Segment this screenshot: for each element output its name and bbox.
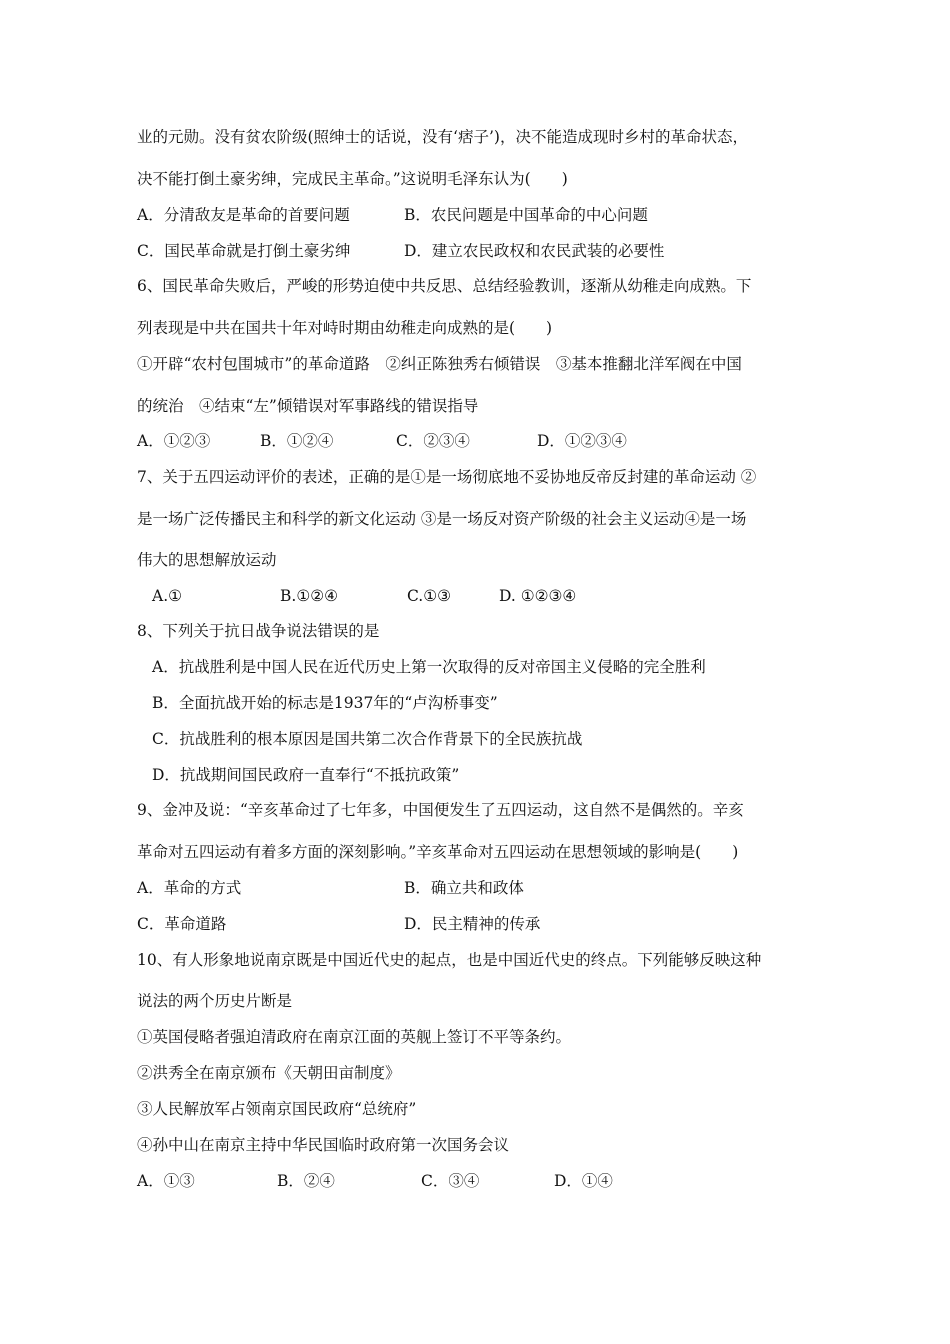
q7-option-a: A.① (152, 587, 183, 605)
q10-option-b: B．②④ (277, 1172, 335, 1190)
q7-stem-line-1: 7、关于五四运动评价的表述，正确的是①是一场彻底地不妥协地反帝反封建的革命运动 ② (137, 468, 757, 486)
q7-option-b: B.①②④ (280, 587, 339, 605)
q6-option-d: D．①②③④ (537, 432, 627, 450)
q10-stem-line-2: 说法的两个历史片断是 (137, 992, 293, 1010)
q10-item-4: ④孙中山在南京主持中华民国临时政府第一次国务会议 (137, 1136, 510, 1154)
q6-stem-line-4: 的统治 ④结束“左”倾错误对军事路线的错误指导 (137, 397, 479, 415)
q7-option-c: C.①③ (407, 587, 452, 605)
q10-stem-line-1: 10、有人形象地说南京既是中国近代史的起点，也是中国近代史的终点。下列能够反映这种 (137, 951, 762, 969)
q8-option-b: B．全面抗战开始的标志是1937年的“卢沟桥事变” (152, 694, 498, 712)
q5-option-a: A．分清敌友是革命的首要问题 (137, 206, 350, 224)
q5-option-b: B．农民问题是中国革命的中心问题 (404, 206, 648, 224)
q7-stem-line-2: 是一场广泛传播民主和科学的新文化运动 ③是一场反对资产阶级的社会主义运动④是一场 (137, 510, 747, 528)
q8-option-a: A．抗战胜利是中国人民在近代历史上第一次取得的反对帝国主义侵略的完全胜利 (152, 658, 706, 676)
q5-option-d: D．建立农民政权和农民武装的必要性 (404, 242, 665, 260)
q7-option-d: D. ①②③④ (499, 587, 577, 605)
q5-stem-line-1: 业的元勋。没有贫农阶级(照绅士的话说，没有‘痞子’)，决不能造成现时乡村的革命状态， (137, 128, 748, 146)
q7-stem-line-3: 伟大的思想解放运动 (137, 551, 277, 569)
q6-option-c: C．②③④ (396, 432, 470, 450)
q5-option-c: C．国民革命就是打倒土豪劣绅 (137, 242, 351, 260)
q6-stem-line-1: 6、国民革命失败后，严峻的形势迫使中共反思、总结经验教训，逐渐从幼稚走向成熟。下 (137, 277, 752, 295)
q10-item-1: ①英国侵略者强迫清政府在南京江面的英舰上签订不平等条约。 (137, 1028, 572, 1046)
q8-stem: 8、下列关于抗日战争说法错误的是 (137, 622, 380, 640)
q10-item-2: ②洪秀全在南京颁布《天朝田亩制度》 (137, 1064, 401, 1082)
q10-option-c: C．③④ (421, 1172, 480, 1190)
q9-option-c: C．革命道路 (137, 915, 227, 933)
q10-item-3: ③人民解放军占领南京国民政府“总统府” (137, 1100, 417, 1118)
q10-option-a: A．①③ (137, 1172, 195, 1190)
q9-stem-line-1: 9、金冲及说：“辛亥革命过了七年多，中国便发生了五四运动，这自然不是偶然的。辛亥 (137, 801, 744, 819)
q6-stem-line-2: 列表现是中共在国共十年对峙时期由幼稚走向成熟的是( ) (137, 319, 553, 337)
q8-option-d: D．抗战期间国民政府一直奉行“不抵抗政策” (152, 766, 460, 784)
q6-stem-line-3: ①开辟“农村包围城市”的革命道路 ②纠正陈独秀右倾错误 ③基本推翻北洋军阀在中国 (137, 355, 742, 373)
q9-option-b: B．确立共和政体 (404, 879, 524, 897)
q6-option-b: B．①②④ (260, 432, 334, 450)
q10-option-d: D．①④ (554, 1172, 613, 1190)
q5-stem-line-2: 决不能打倒土豪劣绅，完成民主革命。”这说明毛泽东认为( ) (137, 170, 568, 188)
q9-stem-line-2: 革命对五四运动有着多方面的深刻影响。”辛亥革命对五四运动在思想领域的影响是( ) (137, 843, 739, 861)
q6-option-a: A．①②③ (137, 432, 211, 450)
q8-option-c: C．抗战胜利的根本原因是国共第二次合作背景下的全民族抗战 (152, 730, 583, 748)
q9-option-a: A．革命的方式 (137, 879, 242, 897)
q9-option-d: D．民主精神的传承 (404, 915, 541, 933)
